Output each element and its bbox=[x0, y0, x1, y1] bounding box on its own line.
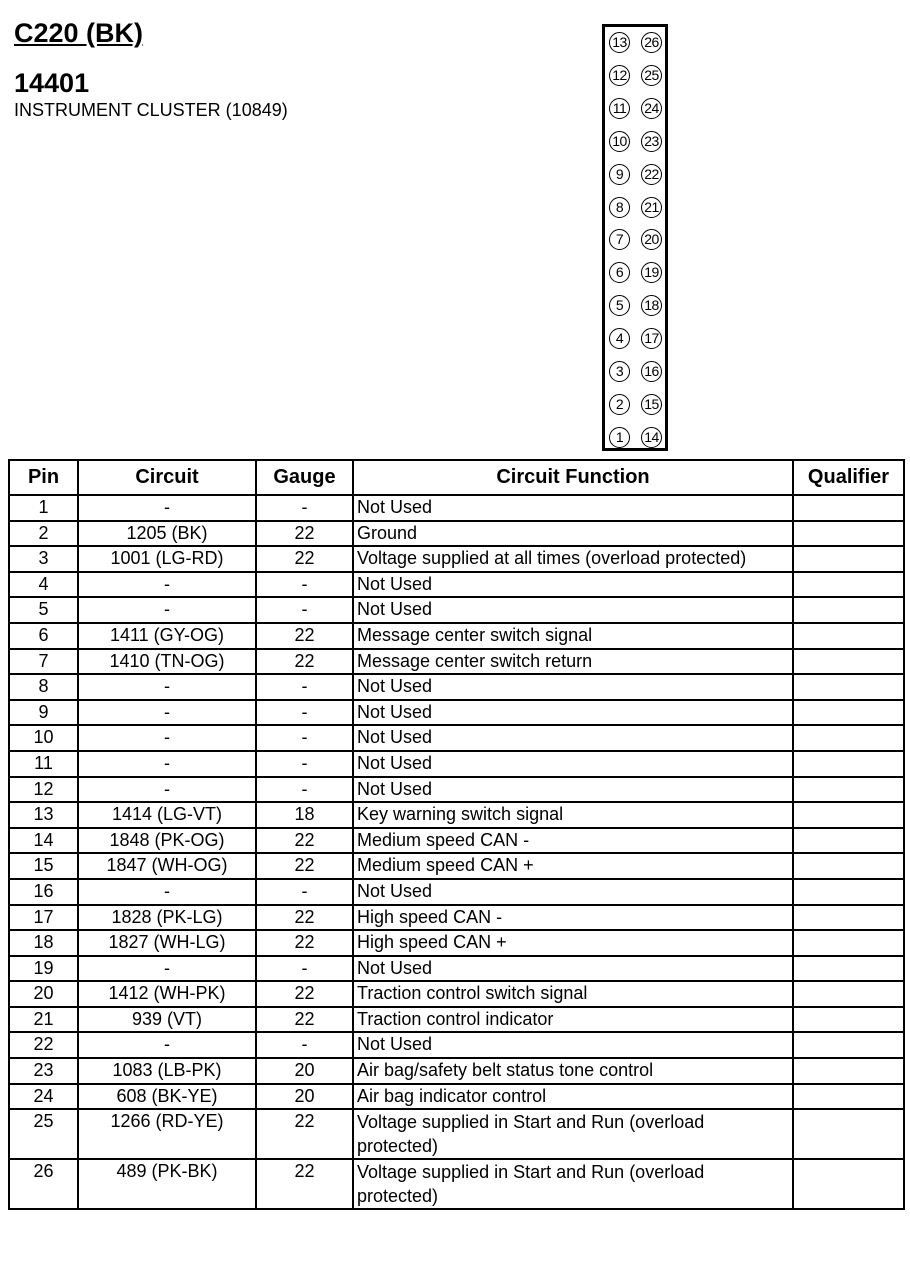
circuit-cell: - bbox=[78, 1032, 256, 1058]
function-cell: Medium speed CAN - bbox=[353, 828, 793, 854]
cavity-17: 17 bbox=[641, 328, 662, 349]
gauge-cell: 22 bbox=[256, 905, 353, 931]
qualifier-cell bbox=[793, 1007, 904, 1033]
function-cell: Not Used bbox=[353, 700, 793, 726]
table-row bbox=[9, 930, 904, 956]
qualifier-cell bbox=[793, 572, 904, 598]
table-row bbox=[9, 597, 904, 623]
function-cell: Not Used bbox=[353, 777, 793, 803]
function-cell: Not Used bbox=[353, 879, 793, 905]
gauge-cell: 22 bbox=[256, 1109, 353, 1159]
connector-face-diagram bbox=[602, 24, 668, 451]
cavity-2: 2 bbox=[609, 394, 630, 415]
cavity-9: 9 bbox=[609, 164, 630, 185]
qualifier-cell bbox=[793, 905, 904, 931]
cavity-19: 19 bbox=[641, 262, 662, 283]
pin-cell: 7 bbox=[9, 649, 78, 675]
pin-cell: 23 bbox=[9, 1058, 78, 1084]
circuit-cell: 1847 (WH-OG) bbox=[78, 853, 256, 879]
function-cell: Traction control switch signal bbox=[353, 981, 793, 1007]
circuit-cell: - bbox=[78, 700, 256, 726]
pin-cell: 1 bbox=[9, 495, 78, 521]
qualifier-cell bbox=[793, 1058, 904, 1084]
circuit-cell: - bbox=[78, 777, 256, 803]
cavity-24: 24 bbox=[641, 98, 662, 119]
function-cell: Not Used bbox=[353, 725, 793, 751]
table-row bbox=[9, 725, 904, 751]
gauge-cell: 22 bbox=[256, 853, 353, 879]
gauge-cell: 22 bbox=[256, 1007, 353, 1033]
qualifier-cell bbox=[793, 981, 904, 1007]
table-row bbox=[9, 674, 904, 700]
circuit-cell: - bbox=[78, 751, 256, 777]
gauge-cell: 20 bbox=[256, 1058, 353, 1084]
qualifier-cell bbox=[793, 802, 904, 828]
circuit-cell: 1828 (PK-LG) bbox=[78, 905, 256, 931]
function-cell: Air bag/safety belt status tone control bbox=[353, 1058, 793, 1084]
header-circuit-function: Circuit Function bbox=[353, 460, 793, 495]
pin-cell: 4 bbox=[9, 572, 78, 598]
qualifier-cell bbox=[793, 597, 904, 623]
gauge-cell: 22 bbox=[256, 546, 353, 572]
header-gauge: Gauge bbox=[256, 460, 353, 495]
gauge-cell: - bbox=[256, 674, 353, 700]
circuit-cell: - bbox=[78, 725, 256, 751]
header-circuit: Circuit bbox=[78, 460, 256, 495]
qualifier-cell bbox=[793, 1159, 904, 1209]
cavity-22: 22 bbox=[641, 164, 662, 185]
header-pin: Pin bbox=[9, 460, 78, 495]
function-cell: Voltage supplied in Start and Run (overload protected) bbox=[353, 1109, 793, 1159]
function-cell: Voltage supplied at all times (overload protected) bbox=[353, 546, 793, 572]
cavity-3: 3 bbox=[609, 361, 630, 382]
gauge-cell: - bbox=[256, 879, 353, 905]
table-row bbox=[9, 700, 904, 726]
table-row bbox=[9, 1032, 904, 1058]
circuit-cell: - bbox=[78, 495, 256, 521]
circuit-cell: 1083 (LB-PK) bbox=[78, 1058, 256, 1084]
cavity-16: 16 bbox=[641, 361, 662, 382]
function-cell: Message center switch signal bbox=[353, 623, 793, 649]
qualifier-cell bbox=[793, 751, 904, 777]
function-cell: Voltage supplied in Start and Run (overload protected) bbox=[353, 1159, 793, 1209]
pin-cell: 2 bbox=[9, 521, 78, 547]
circuit-cell: 608 (BK-YE) bbox=[78, 1084, 256, 1110]
qualifier-cell bbox=[793, 879, 904, 905]
qualifier-cell bbox=[793, 1084, 904, 1110]
pin-cell: 9 bbox=[9, 700, 78, 726]
gauge-cell: 22 bbox=[256, 930, 353, 956]
table-row bbox=[9, 495, 904, 521]
function-cell: Not Used bbox=[353, 751, 793, 777]
circuit-cell: 1827 (WH-LG) bbox=[78, 930, 256, 956]
gauge-cell: - bbox=[256, 572, 353, 598]
function-cell: Not Used bbox=[353, 674, 793, 700]
pin-cell: 10 bbox=[9, 725, 78, 751]
table-row bbox=[9, 1058, 904, 1084]
pin-cell: 17 bbox=[9, 905, 78, 931]
function-cell: Not Used bbox=[353, 597, 793, 623]
table-header-row bbox=[9, 460, 904, 495]
table-row bbox=[9, 1007, 904, 1033]
gauge-cell: 18 bbox=[256, 802, 353, 828]
table-row bbox=[9, 751, 904, 777]
circuit-cell: 939 (VT) bbox=[78, 1007, 256, 1033]
qualifier-cell bbox=[793, 725, 904, 751]
qualifier-cell bbox=[793, 1032, 904, 1058]
qualifier-cell bbox=[793, 853, 904, 879]
qualifier-cell bbox=[793, 623, 904, 649]
pin-cell: 12 bbox=[9, 777, 78, 803]
cavity-26: 26 bbox=[641, 32, 662, 53]
header-qualifier: Qualifier bbox=[793, 460, 904, 495]
pin-cell: 26 bbox=[9, 1159, 78, 1209]
qualifier-cell bbox=[793, 521, 904, 547]
pin-cell: 11 bbox=[9, 751, 78, 777]
function-cell: Not Used bbox=[353, 1032, 793, 1058]
cavity-25: 25 bbox=[641, 65, 662, 86]
table-row bbox=[9, 521, 904, 547]
function-cell: Message center switch return bbox=[353, 649, 793, 675]
gauge-cell: - bbox=[256, 956, 353, 982]
pin-cell: 25 bbox=[9, 1109, 78, 1159]
circuit-cell: 1410 (TN-OG) bbox=[78, 649, 256, 675]
circuit-cell: 1266 (RD-YE) bbox=[78, 1109, 256, 1159]
table-row bbox=[9, 1159, 904, 1209]
circuit-cell: - bbox=[78, 879, 256, 905]
qualifier-cell bbox=[793, 495, 904, 521]
pin-cell: 3 bbox=[9, 546, 78, 572]
circuit-cell: - bbox=[78, 572, 256, 598]
function-cell: Not Used bbox=[353, 572, 793, 598]
circuit-cell: 489 (PK-BK) bbox=[78, 1159, 256, 1209]
circuit-cell: 1414 (LG-VT) bbox=[78, 802, 256, 828]
cavity-15: 15 bbox=[641, 394, 662, 415]
circuit-cell: 1411 (GY-OG) bbox=[78, 623, 256, 649]
function-cell: Key warning switch signal bbox=[353, 802, 793, 828]
gauge-cell: 22 bbox=[256, 1159, 353, 1209]
table-row bbox=[9, 853, 904, 879]
pin-cell: 18 bbox=[9, 930, 78, 956]
table-row bbox=[9, 649, 904, 675]
gauge-cell: 22 bbox=[256, 521, 353, 547]
gauge-cell: 22 bbox=[256, 623, 353, 649]
pin-cell: 19 bbox=[9, 956, 78, 982]
qualifier-cell bbox=[793, 1109, 904, 1159]
gauge-cell: - bbox=[256, 1032, 353, 1058]
function-cell: Not Used bbox=[353, 495, 793, 521]
table-row bbox=[9, 623, 904, 649]
cavity-5: 5 bbox=[609, 295, 630, 316]
function-cell: Not Used bbox=[353, 956, 793, 982]
gauge-cell: 20 bbox=[256, 1084, 353, 1110]
pin-cell: 16 bbox=[9, 879, 78, 905]
pin-cell: 24 bbox=[9, 1084, 78, 1110]
cavity-11: 11 bbox=[609, 98, 630, 119]
pin-cell: 8 bbox=[9, 674, 78, 700]
table-row bbox=[9, 828, 904, 854]
circuit-cell: 1001 (LG-RD) bbox=[78, 546, 256, 572]
qualifier-cell bbox=[793, 930, 904, 956]
table-row bbox=[9, 905, 904, 931]
gauge-cell: - bbox=[256, 751, 353, 777]
gauge-cell: 22 bbox=[256, 981, 353, 1007]
circuit-cell: - bbox=[78, 674, 256, 700]
part-number: 14401 bbox=[14, 68, 90, 98]
table-row bbox=[9, 777, 904, 803]
circuit-cell: 1848 (PK-OG) bbox=[78, 828, 256, 854]
table-row bbox=[9, 956, 904, 982]
table-row bbox=[9, 981, 904, 1007]
cavity-23: 23 bbox=[641, 131, 662, 152]
qualifier-cell bbox=[793, 700, 904, 726]
pin-cell: 15 bbox=[9, 853, 78, 879]
cavity-13: 13 bbox=[609, 32, 630, 53]
cavity-21: 21 bbox=[641, 197, 662, 218]
cavity-4: 4 bbox=[609, 328, 630, 349]
qualifier-cell bbox=[793, 777, 904, 803]
gauge-cell: - bbox=[256, 495, 353, 521]
cavity-7: 7 bbox=[609, 229, 630, 250]
gauge-cell: 22 bbox=[256, 828, 353, 854]
gauge-cell: - bbox=[256, 700, 353, 726]
circuit-cell: - bbox=[78, 956, 256, 982]
cavity-6: 6 bbox=[609, 262, 630, 283]
qualifier-cell bbox=[793, 674, 904, 700]
gauge-cell: - bbox=[256, 725, 353, 751]
cavity-18: 18 bbox=[641, 295, 662, 316]
pin-cell: 14 bbox=[9, 828, 78, 854]
circuit-cell: - bbox=[78, 597, 256, 623]
cavity-20: 20 bbox=[641, 229, 662, 250]
pin-cell: 22 bbox=[9, 1032, 78, 1058]
qualifier-cell bbox=[793, 649, 904, 675]
cavity-14: 14 bbox=[641, 427, 662, 448]
pin-cell: 6 bbox=[9, 623, 78, 649]
table-row bbox=[9, 572, 904, 598]
qualifier-cell bbox=[793, 546, 904, 572]
gauge-cell: - bbox=[256, 777, 353, 803]
function-cell: High speed CAN - bbox=[353, 905, 793, 931]
table-row bbox=[9, 1109, 904, 1159]
function-cell: Medium speed CAN + bbox=[353, 853, 793, 879]
cavity-8: 8 bbox=[609, 197, 630, 218]
circuit-cell: 1205 (BK) bbox=[78, 521, 256, 547]
gauge-cell: 22 bbox=[256, 649, 353, 675]
circuit-cell: 1412 (WH-PK) bbox=[78, 981, 256, 1007]
function-cell: Traction control indicator bbox=[353, 1007, 793, 1033]
cavity-10: 10 bbox=[609, 131, 630, 152]
cavity-12: 12 bbox=[609, 65, 630, 86]
function-cell: Ground bbox=[353, 521, 793, 547]
component-name: INSTRUMENT CLUSTER (10849) bbox=[14, 100, 288, 120]
function-cell: Air bag indicator control bbox=[353, 1084, 793, 1110]
pinout-table bbox=[8, 459, 905, 1210]
table-row bbox=[9, 802, 904, 828]
cavity-1: 1 bbox=[609, 427, 630, 448]
pin-cell: 20 bbox=[9, 981, 78, 1007]
function-cell: High speed CAN + bbox=[353, 930, 793, 956]
table-row bbox=[9, 1084, 904, 1110]
qualifier-cell bbox=[793, 956, 904, 982]
table-row bbox=[9, 546, 904, 572]
connector-title: C220 (BK) bbox=[14, 18, 144, 48]
pin-cell: 21 bbox=[9, 1007, 78, 1033]
pin-cell: 13 bbox=[9, 802, 78, 828]
table-row bbox=[9, 879, 904, 905]
gauge-cell: - bbox=[256, 597, 353, 623]
pin-cell: 5 bbox=[9, 597, 78, 623]
qualifier-cell bbox=[793, 828, 904, 854]
